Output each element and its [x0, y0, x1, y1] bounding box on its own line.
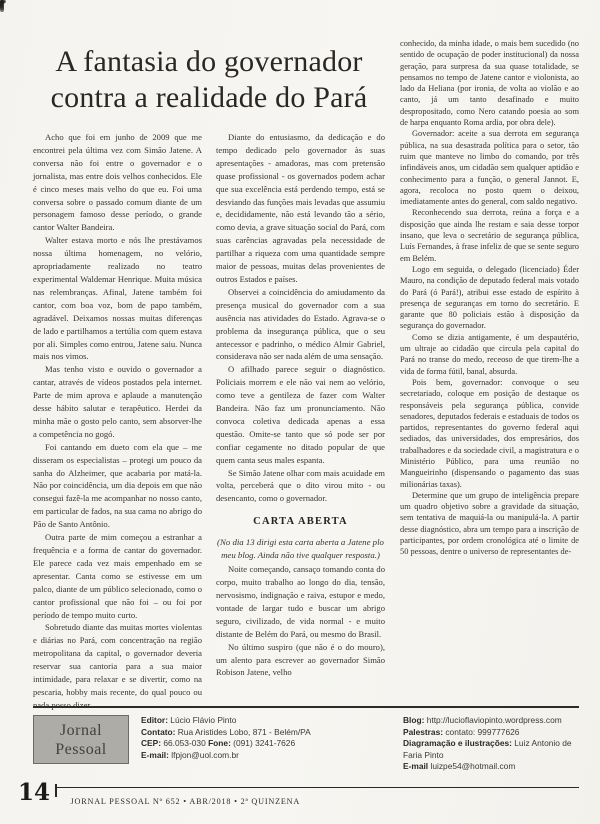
paragraph: Logo em seguida, o delegado (licenciado) Éder Mauro, na condição de deputado federal mais votado do Pará (ó Pará!), atribui esse estado de espírito à presença de seguranças em torno do secretário. E garante que 80 policiais estão à disposição da segurança do governador. [400, 264, 579, 331]
paragraph: Sobretudo diante das muitas mortes violentas e diárias no Pará, com concentração na região metropolitana da capital, o governador deveria reservar sua cantoria para a sua maior intimidade, para relaxar e se divertir, como na pescaria, hobby mais recente, do qual pouco ou nada posso dizer. [33, 622, 202, 710]
paragraph: Diante do entusiasmo, da dedicação e do tempo dedicado pelo governador às suas apresentações - amadoras, mas com pretensão quase profissional - os governados podem achar que sua excelência está perdendo tempo, está se desviando das funções mais levadas que assumiu e, decididamente, não está levando tão a sério, como devia, a grave situação social do Pará, com suas carências agravadas pela necessidade de partilhar a riqueza com uma quantidade sempre maior de pessoas, muitas delas provenientes de outros Estados e países. [216, 132, 385, 284]
contact-value: (091) 3241-7626 [230, 738, 296, 749]
contact-line [403, 727, 579, 739]
logo-line2: Pessoal [55, 740, 107, 758]
article-body [33, 0, 579, 712]
contact-info-right [403, 715, 579, 773]
paragraph: Se Simão Jatene olhar com mais acuidade em volta, perceberá que o dito virou mito - ou desencanto, como o governador. [216, 467, 385, 504]
jornal-pessoal-logo [33, 715, 129, 764]
paragraph: Mas tenho visto e ouvido o governador a cantar, através de vídeos postados pela internet. Parte de mim aprova e aplaude a manutenção desse hábito salutar e terapêutico. Herdei da minha mãe o gosto pelo canto, sem absorver-lhe a competência no gogó. [33, 364, 202, 439]
paragraph: Walter estava morto e nós lhe prestávamos nossa última homenagem, no velório, apropriadamente realizado no teatro experimental Waldemar Henrique. Muita música nas relembranças. Afinal, Jatene também foi cantor, com boa voz, bom de papo também, agradável. Deixamos nossas muitas diferenças de lado e partilhamos a tertúlia com quem estava por ali. Simples como entrou, Jatene saiu. Nunca mais nos vimos. [33, 235, 202, 362]
paragraph: No último suspiro (que não é o do mouro), um alento para escrever ao governador Simão Robison Jatene, velho [216, 641, 385, 678]
contact-line [141, 750, 391, 762]
paragraph: conhecido, da minha idade, o mais bem sucedido (no sentido de ocupação de poder institucional) da nossa geração, para surpresa da sua quase totalidade, se pensamos no tempo de Jatene cantor e violonista, ao lado da Heliana (por ironia, de volta ao violão e ao canto, já um tanto desafinado e muito despropositado, como Nero catando poesia ao som de harpa enquanto Roma ardia, por obra dele). [400, 39, 579, 128]
contact-line [403, 738, 579, 761]
column-2 [216, 131, 385, 712]
paragraph: Governador: aceite a sua derrota em segurança pública, na sua desastrada política para o setor, tão ruim que manteve no limbo do comando, por três infindáveis anos, um cidadão sem qualquer aptidão e conhecimento para a função, o general Jannot. E, agora, recoloca no posto quem o deixou, imediatamente antes do general, com saldo negativo. [400, 129, 579, 207]
contact-value: Luiz Antonio de Faria Pinto [403, 738, 572, 760]
paragraph: Pois bem, governador: convoque o seu secretariado, coloque em posição de destaque os responsáveis pela segurança pública, convide senadores, deputados federais e estaduais de todos os partidos, representantes do governo federal aqui sediados, das universidades, dos empresários, dos trabalhadores e da sociedade civil, a magistratura e o Ministério Público, para uma reunião no Mangueirinho (dispensando o pagamento das suas milionárias taxas). [400, 377, 579, 489]
column-1 [33, 131, 202, 712]
contact-value: Rua Aristides Lobo, 871 - Belém/PA [175, 726, 311, 737]
article-left-section [33, 0, 385, 712]
paragraph: Outra parte de mim começou a estranhar a frequência e a forma de cantar do governador. Ele parece cada vez mais empenhado em se apresentar. Canta como se estivesse em um palco, diante de um público selecionado, como o cantor profissional que não foi – ou foi por período de tempo muito curto. [33, 532, 202, 620]
paragraph: Observei a coincidência do amiudamento da presença musical do governador com a sua ausência nas atividades do Estado. Agrava-se o problema da insegurança pública, que o seu antecessor e padrinho, o médico Almir Gabriel, considerava não ser nada além de uma sensação. [216, 286, 385, 362]
contact-value: contato: 999777626 [443, 726, 520, 737]
contact-label: E-mail: [141, 749, 169, 760]
contact-value: lfpjon@uol.com.br [168, 749, 239, 760]
contact-value: luizpe54@hotmail.com [428, 761, 516, 772]
contact-label: Blog: [403, 715, 425, 725]
carta-aberta-note: (No dia 13 dirigi esta carta aberta a Jatene plo meu blog. Ainda não tive qualquer resposta.) [217, 537, 384, 560]
contact-value: 66.053-030 [161, 738, 209, 749]
scan-artifact [0, 0, 3, 7]
issue-info: JORNAL PESSOAL Nº 652 • ABR/2018 • 2ª QUINZENA [70, 797, 301, 806]
contact-label: Contato: [141, 726, 176, 737]
carta-aberta-heading: CARTA ABERTA [253, 516, 348, 528]
masthead-footer [33, 706, 579, 773]
contact-label: Editor: [141, 715, 168, 725]
article-title [33, 44, 385, 116]
issue-rule [57, 787, 579, 809]
contact-line [141, 727, 391, 739]
paragraph: Reconhecendo sua derrota, reúna a força e a disposição que ainda lhe restam e saia desse torpor insano, que leva o secretário de segurança pública, Luís Fernandes, à frase infeliz de que se sente seguro em Belém. [400, 208, 579, 263]
contact-line [141, 715, 391, 727]
page-number: 14 [18, 779, 51, 806]
paragraph: Determine que um grupo de inteligência prepare um quadro objetivo sobre a gravidade da situação, sem tentativa de maquiá-la ou manipulá-la. A partir desse diagnóstico, abra um tempo para a inscrição de participantes, por ordem cronológica até o limite de 50 pessoas, dentre o universo de representantes de- [400, 490, 579, 557]
article-title-line2: contra a realidade do Pará [50, 81, 368, 114]
paragraph: Acho que foi em junho de 2009 que me encontrei pela última vez com Simão Jatene. A conversa não foi entre o governador e o jornalista, mas entre dois velhos conhecidos. Ele é cinco meses mais velho do que eu. Foi uma conversa sobre o passado comum diante de um personagem famoso desse período, o grande cantor Walter Bandeira. [33, 132, 202, 233]
contact-value: Lúcio Flávio Pinto [167, 715, 237, 725]
contact-label: CEP: [141, 738, 162, 749]
contact-label: Diagramação e ilustrações: [403, 738, 512, 749]
contact-label: Palestras: [403, 726, 444, 737]
text-columns [33, 131, 385, 712]
contact-value: http://lucioflaviopinto.wordpress.com [424, 715, 562, 725]
paragraph: Foi cantando em dueto com ela que – me disseram os especialistas – protegi um pouco da sanha do Alzheimer, que acabaria por matá-la. Não por coincidência, um dia depois em que não consegui fazê-la me acompanhar no nosso canto, em particular de fados, na sua cama no abrigo do Pão de Santo Antônio. [33, 441, 202, 530]
paragraph: O afilhado parece seguir o diagnóstico. Policiais morrem e ele não vai nem ao velório, como teve a gentileza de fazer com Walter Bandeira. Não faz um pronunciamento. Não convoca coletiva dedicada apenas a essa questão. Omite-se tanto que só pode ser por confiar cegamente no ditado popular de que quem canta seus males espanta. [216, 364, 385, 465]
contact-label: Fone: [208, 738, 231, 749]
logo-line1: Jornal [59, 721, 103, 739]
paragraph: Como se dizia antigamente, é um despautério, um ultraje ao cidadão que circula pela capital do Pará no transe do medo, receoso de que tirem-lhe a vida de forma fútil, banal, absurda. [400, 332, 579, 376]
contact-line [141, 738, 391, 750]
article-title-line1: A fantasia do governador [55, 45, 363, 78]
contact-info-left [141, 715, 391, 761]
contact-label: E-mail [403, 761, 429, 772]
contact-line [403, 715, 579, 727]
paragraph: Noite começando, cansaço tomando conta do corpo, muito trabalho ao longo do dia, tensão, nervosismo, indignação e raiva, estupor e medo, vontade de largar tudo e buscar um abrigo seguro, civilizado, de vida normal - e muito distante de Belém do Pará, ou mesmo do Brasil. [216, 564, 385, 639]
contact-line [403, 761, 579, 773]
column-3 [400, 38, 579, 712]
page-footer-bar [18, 781, 579, 809]
